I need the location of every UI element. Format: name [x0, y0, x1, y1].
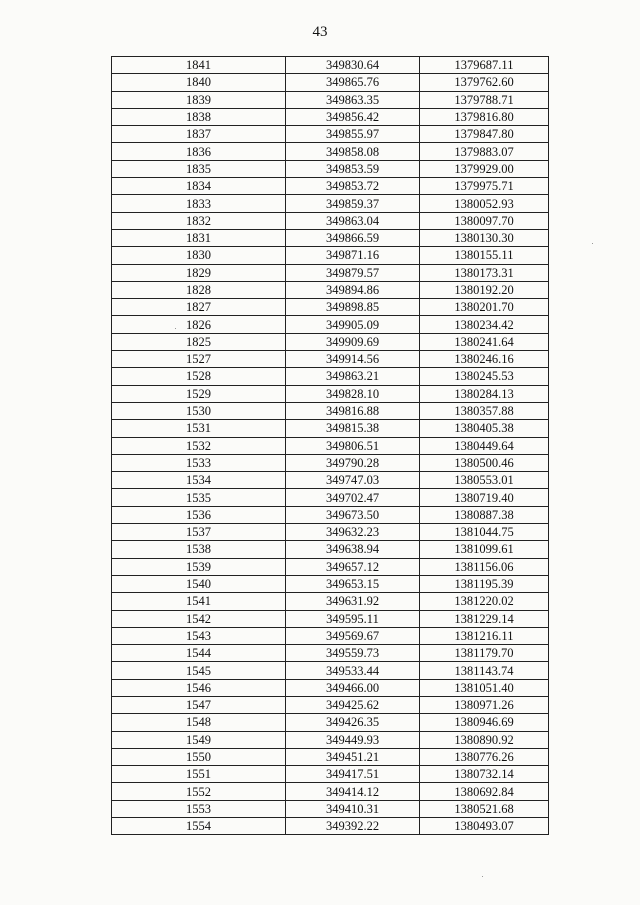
point-number-cell: 1840 — [112, 74, 286, 91]
table-row — [112, 108, 549, 125]
point-number-cell: 1833 — [112, 195, 286, 212]
x-coordinate-cell: 349830.64 — [286, 57, 420, 74]
x-coordinate-cell: 349632.23 — [286, 524, 420, 541]
y-coordinate-cell: 1380500.46 — [420, 454, 549, 471]
x-coordinate-cell: 349859.37 — [286, 195, 420, 212]
table-row — [112, 247, 549, 264]
x-coordinate-cell: 349414.12 — [286, 783, 420, 800]
y-coordinate-cell: 1380173.31 — [420, 264, 549, 281]
y-coordinate-cell: 1381220.02 — [420, 593, 549, 610]
point-number-cell: 1530 — [112, 402, 286, 419]
table-row — [112, 593, 549, 610]
point-number-cell: 1828 — [112, 281, 286, 298]
y-coordinate-cell: 1381216.11 — [420, 627, 549, 644]
x-coordinate-cell: 349914.56 — [286, 351, 420, 368]
y-coordinate-cell: 1380493.07 — [420, 818, 549, 835]
table-row — [112, 731, 549, 748]
page-number: 43 — [312, 24, 328, 40]
y-coordinate-cell: 1380155.11 — [420, 247, 549, 264]
y-coordinate-cell: 1381044.75 — [420, 524, 549, 541]
table-row — [112, 524, 549, 541]
point-number-cell: 1553 — [112, 800, 286, 817]
table-row — [112, 333, 549, 350]
y-coordinate-cell: 1380130.30 — [420, 229, 549, 246]
y-coordinate-cell: 1380052.93 — [420, 195, 549, 212]
x-coordinate-cell: 349871.16 — [286, 247, 420, 264]
x-coordinate-cell: 349702.47 — [286, 489, 420, 506]
table-row — [112, 748, 549, 765]
y-coordinate-cell: 1380192.20 — [420, 281, 549, 298]
table-row — [112, 541, 549, 558]
point-number-cell: 1830 — [112, 247, 286, 264]
point-number-cell: 1831 — [112, 229, 286, 246]
table-row — [112, 696, 549, 713]
y-coordinate-cell: 1379975.71 — [420, 178, 549, 195]
x-coordinate-cell: 349856.42 — [286, 108, 420, 125]
table-row — [112, 783, 549, 800]
x-coordinate-cell: 349816.88 — [286, 402, 420, 419]
y-coordinate-cell: 1380521.68 — [420, 800, 549, 817]
point-number-cell: 1552 — [112, 783, 286, 800]
table-row — [112, 627, 549, 644]
table-row — [112, 351, 549, 368]
table-row — [112, 57, 549, 74]
x-coordinate-cell: 349905.09 — [286, 316, 420, 333]
x-coordinate-cell: 349410.31 — [286, 800, 420, 817]
table-row — [112, 212, 549, 229]
point-number-cell: 1549 — [112, 731, 286, 748]
table-row — [112, 645, 549, 662]
x-coordinate-cell: 349855.97 — [286, 126, 420, 143]
y-coordinate-cell: 1380946.69 — [420, 714, 549, 731]
coordinates-table-body — [112, 57, 549, 835]
point-number-cell: 1536 — [112, 506, 286, 523]
y-coordinate-cell: 1381099.61 — [420, 541, 549, 558]
y-coordinate-cell: 1380284.13 — [420, 385, 549, 402]
y-coordinate-cell: 1380719.40 — [420, 489, 549, 506]
point-number-cell: 1551 — [112, 766, 286, 783]
table-row — [112, 679, 549, 696]
table-row — [112, 143, 549, 160]
table-row — [112, 281, 549, 298]
y-coordinate-cell: 1379788.71 — [420, 91, 549, 108]
point-number-cell: 1542 — [112, 610, 286, 627]
table-row — [112, 264, 549, 281]
y-coordinate-cell: 1381156.06 — [420, 558, 549, 575]
y-coordinate-cell: 1380971.26 — [420, 696, 549, 713]
y-coordinate-cell: 1380241.64 — [420, 333, 549, 350]
scan-speck — [482, 876, 483, 877]
point-number-cell: 1829 — [112, 264, 286, 281]
x-coordinate-cell: 349638.94 — [286, 541, 420, 558]
table-row — [112, 91, 549, 108]
x-coordinate-cell: 349747.03 — [286, 472, 420, 489]
x-coordinate-cell: 349865.76 — [286, 74, 420, 91]
x-coordinate-cell: 349898.85 — [286, 299, 420, 316]
x-coordinate-cell: 349426.35 — [286, 714, 420, 731]
point-number-cell: 1532 — [112, 437, 286, 454]
point-number-cell: 1539 — [112, 558, 286, 575]
point-number-cell: 1545 — [112, 662, 286, 679]
scan-speck — [592, 243, 593, 244]
x-coordinate-cell: 349894.86 — [286, 281, 420, 298]
point-number-cell: 1544 — [112, 645, 286, 662]
x-coordinate-cell: 349853.59 — [286, 160, 420, 177]
y-coordinate-cell: 1381051.40 — [420, 679, 549, 696]
point-number-cell: 1529 — [112, 385, 286, 402]
y-coordinate-cell: 1380890.92 — [420, 731, 549, 748]
x-coordinate-cell: 349673.50 — [286, 506, 420, 523]
point-number-cell: 1548 — [112, 714, 286, 731]
point-number-cell: 1836 — [112, 143, 286, 160]
point-number-cell: 1535 — [112, 489, 286, 506]
table-row — [112, 420, 549, 437]
x-coordinate-cell: 349657.12 — [286, 558, 420, 575]
y-coordinate-cell: 1381179.70 — [420, 645, 549, 662]
table-row — [112, 402, 549, 419]
point-number-cell: 1543 — [112, 627, 286, 644]
y-coordinate-cell: 1380776.26 — [420, 748, 549, 765]
table-row — [112, 472, 549, 489]
table-row — [112, 610, 549, 627]
y-coordinate-cell: 1380732.14 — [420, 766, 549, 783]
y-coordinate-cell: 1379883.07 — [420, 143, 549, 160]
y-coordinate-cell: 1381195.39 — [420, 575, 549, 592]
y-coordinate-cell: 1380245.53 — [420, 368, 549, 385]
y-coordinate-cell: 1380692.84 — [420, 783, 549, 800]
x-coordinate-cell: 349451.21 — [286, 748, 420, 765]
table-row — [112, 506, 549, 523]
y-coordinate-cell: 1380449.64 — [420, 437, 549, 454]
table-row — [112, 178, 549, 195]
table-row — [112, 454, 549, 471]
table-row — [112, 800, 549, 817]
point-number-cell: 1841 — [112, 57, 286, 74]
x-coordinate-cell: 349653.15 — [286, 575, 420, 592]
y-coordinate-cell: 1380097.70 — [420, 212, 549, 229]
point-number-cell: 1533 — [112, 454, 286, 471]
table-row — [112, 558, 549, 575]
y-coordinate-cell: 1380234.42 — [420, 316, 549, 333]
point-number-cell: 1527 — [112, 351, 286, 368]
y-coordinate-cell: 1380357.88 — [420, 402, 549, 419]
point-number-cell: 1825 — [112, 333, 286, 350]
x-coordinate-cell: 349863.04 — [286, 212, 420, 229]
x-coordinate-cell: 349863.21 — [286, 368, 420, 385]
x-coordinate-cell: 349806.51 — [286, 437, 420, 454]
table-row — [112, 437, 549, 454]
x-coordinate-cell: 349533.44 — [286, 662, 420, 679]
point-number-cell: 1540 — [112, 575, 286, 592]
point-number-cell: 1835 — [112, 160, 286, 177]
point-number-cell: 1837 — [112, 126, 286, 143]
table-row — [112, 662, 549, 679]
point-number-cell: 1834 — [112, 178, 286, 195]
y-coordinate-cell: 1380553.01 — [420, 472, 549, 489]
y-coordinate-cell: 1379762.60 — [420, 74, 549, 91]
y-coordinate-cell: 1381143.74 — [420, 662, 549, 679]
point-number-cell: 1534 — [112, 472, 286, 489]
table-row — [112, 316, 549, 333]
point-number-cell: 1839 — [112, 91, 286, 108]
x-coordinate-cell: 349879.57 — [286, 264, 420, 281]
table-row — [112, 195, 549, 212]
x-coordinate-cell: 349425.62 — [286, 696, 420, 713]
table-row — [112, 385, 549, 402]
point-number-cell: 1832 — [112, 212, 286, 229]
point-number-cell: 1546 — [112, 679, 286, 696]
x-coordinate-cell: 349466.00 — [286, 679, 420, 696]
point-number-cell: 1537 — [112, 524, 286, 541]
y-coordinate-cell: 1380201.70 — [420, 299, 549, 316]
table-row — [112, 368, 549, 385]
x-coordinate-cell: 349392.22 — [286, 818, 420, 835]
point-number-cell: 1541 — [112, 593, 286, 610]
x-coordinate-cell: 349866.59 — [286, 229, 420, 246]
table-row — [112, 489, 549, 506]
table-row — [112, 818, 549, 835]
table-row — [112, 229, 549, 246]
x-coordinate-cell: 349815.38 — [286, 420, 420, 437]
point-number-cell: 1550 — [112, 748, 286, 765]
y-coordinate-cell: 1380887.38 — [420, 506, 549, 523]
x-coordinate-cell: 349828.10 — [286, 385, 420, 402]
x-coordinate-cell: 349909.69 — [286, 333, 420, 350]
x-coordinate-cell: 349417.51 — [286, 766, 420, 783]
y-coordinate-cell: 1379687.11 — [420, 57, 549, 74]
scan-speck — [175, 328, 176, 329]
x-coordinate-cell: 349631.92 — [286, 593, 420, 610]
x-coordinate-cell: 349449.93 — [286, 731, 420, 748]
x-coordinate-cell: 349569.67 — [286, 627, 420, 644]
table-row — [112, 126, 549, 143]
coordinates-table — [111, 56, 549, 835]
table-row — [112, 160, 549, 177]
table-row — [112, 714, 549, 731]
point-number-cell: 1531 — [112, 420, 286, 437]
y-coordinate-cell: 1379847.80 — [420, 126, 549, 143]
table-row — [112, 299, 549, 316]
table-row — [112, 74, 549, 91]
point-number-cell: 1554 — [112, 818, 286, 835]
x-coordinate-cell: 349790.28 — [286, 454, 420, 471]
y-coordinate-cell: 1381229.14 — [420, 610, 549, 627]
x-coordinate-cell: 349853.72 — [286, 178, 420, 195]
point-number-cell: 1827 — [112, 299, 286, 316]
point-number-cell: 1547 — [112, 696, 286, 713]
table-row — [112, 575, 549, 592]
y-coordinate-cell: 1379816.80 — [420, 108, 549, 125]
point-number-cell: 1826 — [112, 316, 286, 333]
point-number-cell: 1538 — [112, 541, 286, 558]
x-coordinate-cell: 349559.73 — [286, 645, 420, 662]
y-coordinate-cell: 1379929.00 — [420, 160, 549, 177]
point-number-cell: 1528 — [112, 368, 286, 385]
point-number-cell: 1838 — [112, 108, 286, 125]
y-coordinate-cell: 1380405.38 — [420, 420, 549, 437]
table-row — [112, 766, 549, 783]
x-coordinate-cell: 349595.11 — [286, 610, 420, 627]
x-coordinate-cell: 349858.08 — [286, 143, 420, 160]
x-coordinate-cell: 349863.35 — [286, 91, 420, 108]
y-coordinate-cell: 1380246.16 — [420, 351, 549, 368]
